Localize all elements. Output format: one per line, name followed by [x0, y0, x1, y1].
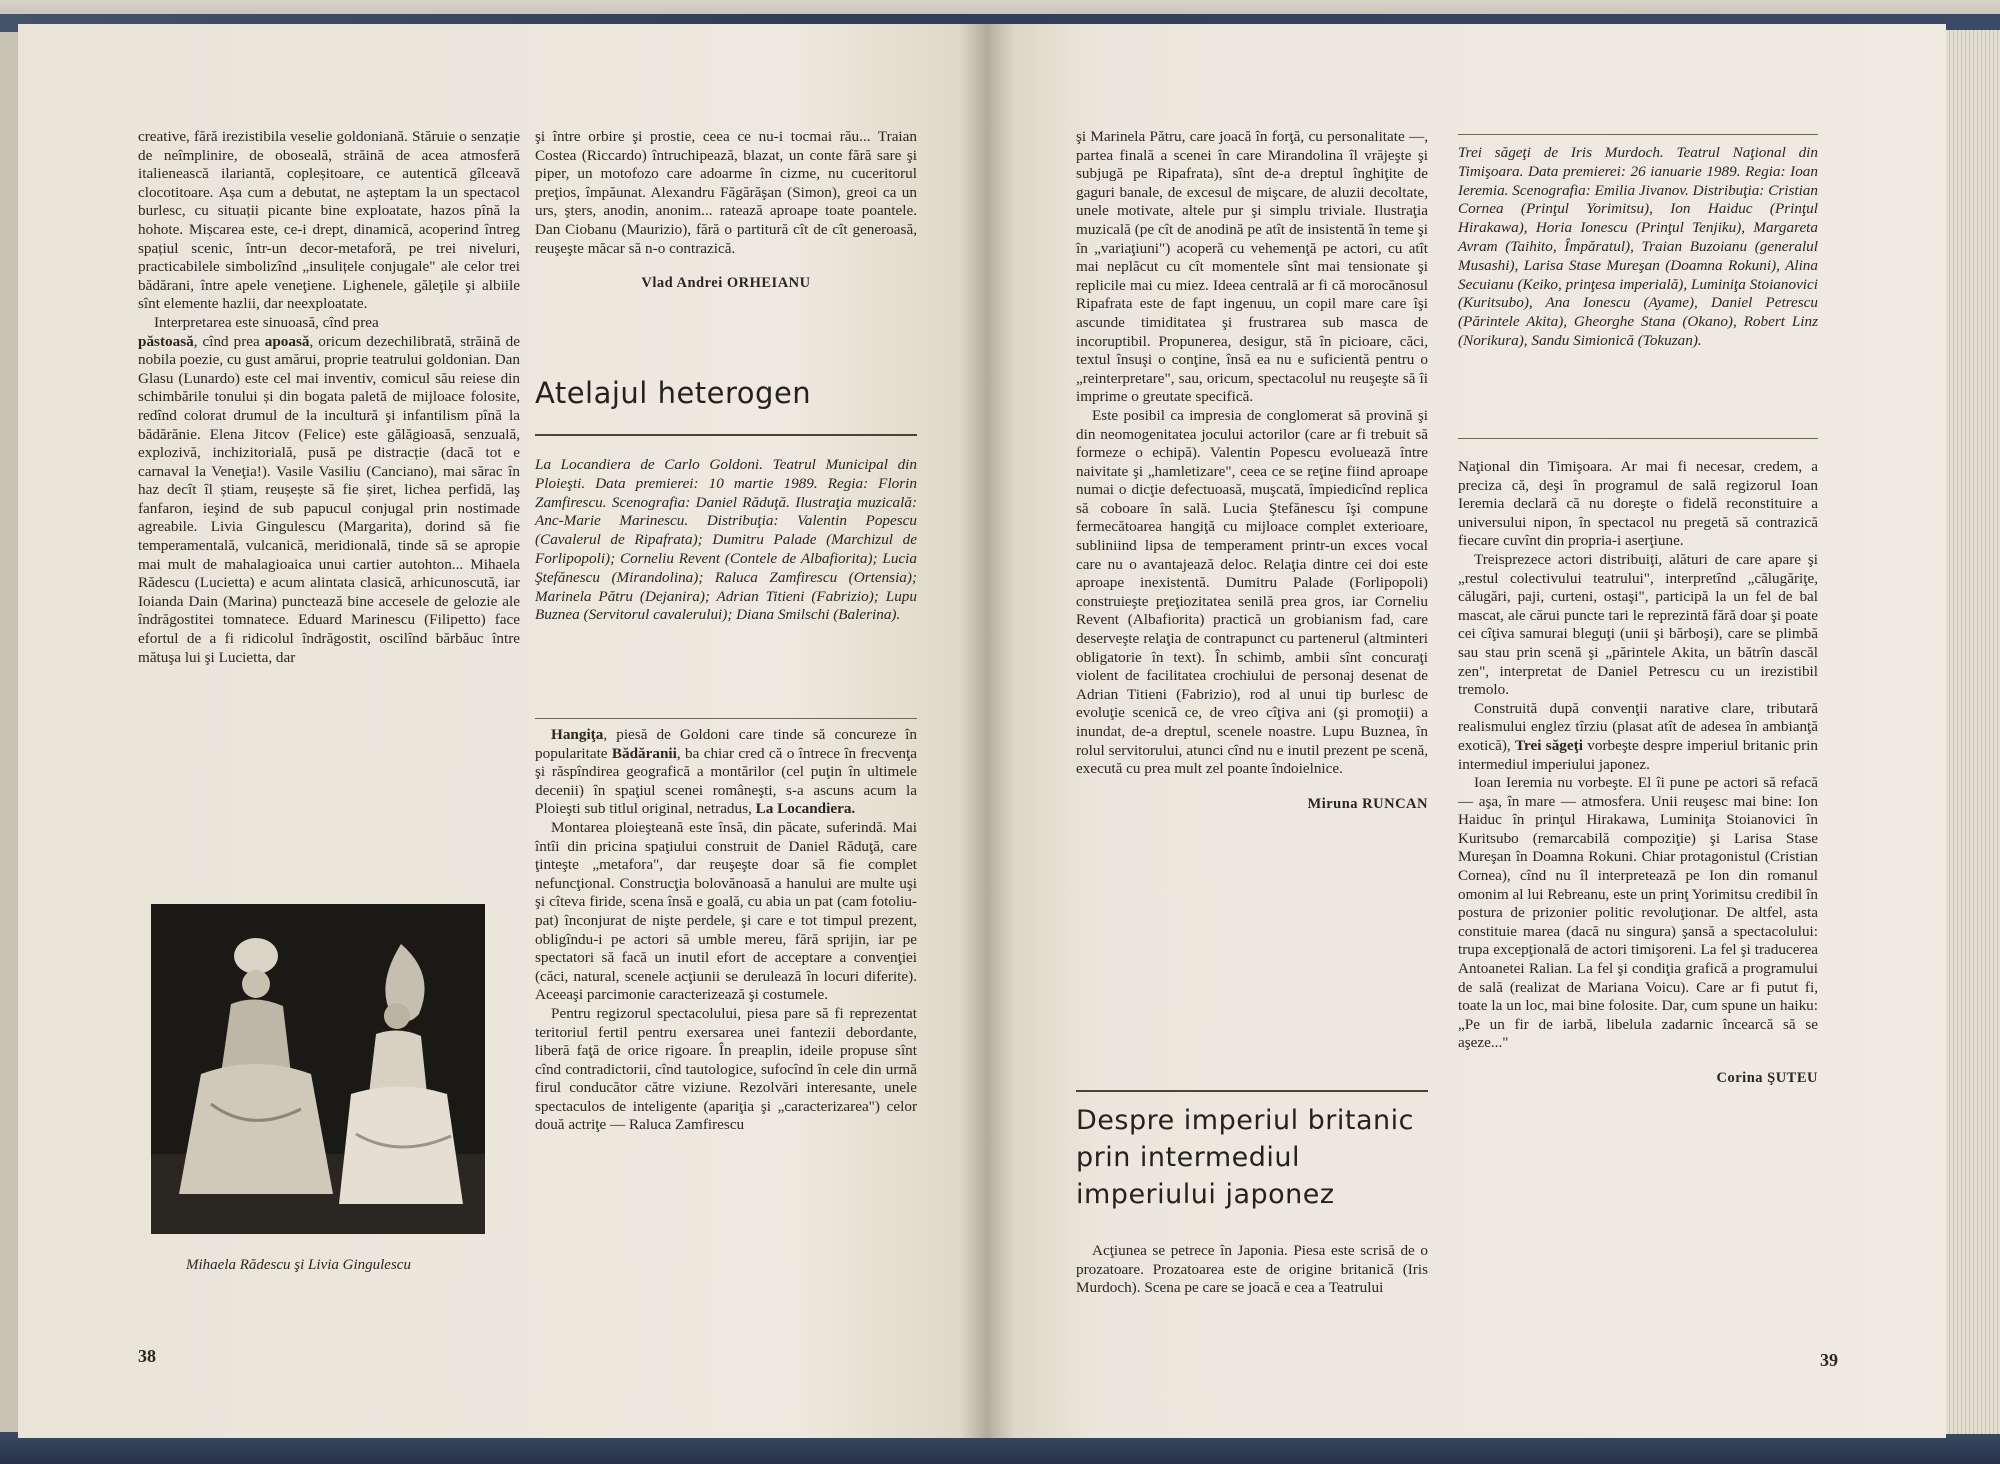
left-col-2 [535, 128, 917, 293]
page-number: 39 [1820, 1350, 1838, 1370]
paragraph: şi Marinela Pătru, care joacă în forţă, cu personalitate —, partea finală a scenei în care Mirandolina îl vrăjeşte şi subjugă pe Ripafrata), sînt de-a dreptul înghiţite de gaguri banale, de excesul de mişcare, de aluzii decoltate, unele motivate, altele pur şi simplu triviale. Ilustraţia muzicală (pe cît de anodină pe atît de insistentă în teme şi în „variaţiuni") acoperă cu vehemenţă pe actori, cu atît mai neplăcut cu cît momentele sînt mai tensionate şi replicile mai cu miez. Ideea centrală ar fi că morocănosul Ripafrata este de fapt ingenuu, un copil mare care îşi ascunde timiditatea şi frustrarea sub masca de incoruptibil. Propunerea, desigur, stă în picioare, căci, textul însuşi o conţine, însă ea nu e suficientă pentru o „reinterpretare", sau, oricum, spectacolul nu reuşeşte să îi imprime o greutate specifică. [1076, 128, 1428, 406]
paragraph: Construită după convenţii narative clare, tributară realismului englez tîrziu (plasat atît de adesea în ambianţă exotică), Trei săgeţi vorbeşte despre imperiul britanic prin intermediul imperiului japonez. [1458, 699, 1818, 773]
page-number: 38 [138, 1346, 156, 1366]
paragraph: creative, fără irezistibila veselie goldoniană. Stăruie o senzație de neîmplinire, de oboseală, străină de acea atmosferă italienească ilariantă, copleșitoare, ce autentică gîlceavă clocotitoare. Așa cum a debutat, ne așteptam la un spectacol burlesc, cu situații picante bine exploatate, hazos pînă la hohote. Mișcarea este, ce-i drept, dinamică, acoperind întreg spațiul scenic, într-un decor-metaforă, pe trei niveluri, practicabilele simbolizînd „insulițele conjugale" ale celor trei bădărani, între apele veneţiene. Lighenele, găleţile şi albiile sînt elemente hazlii, dar neexploatate. [138, 128, 520, 313]
credits-text: Trei săgeţi de Iris Murdoch. Teatrul Naţional din Timişoara. Data premierei: 26 ianuarie 1989. Regia: Ioan Ieremia. Scenografia: Emilia Jivanov. Distribuţia: Cristian Cornea (Prinţul Yorimitsu), Ion Haiduc (Prinţul Hirakawa), Horia Ionescu (Prinţul Tenjiku), Margareta Avram (Taihito, Împăratul), Traian Buzoianu (generalul Musashi), Larisa Stase Mureşan (Doamna Rokuni), Alina Secuianu (Keiko, prinţesa imperială), Luminiţa Stoianovici (Kuritsubo), Ana Ionescu (Ayame), Daniel Petrescu (Părintele Akita), Gheorghe Stana (Okano), Robert Linz (Norikura), Sandu Simionică (Tokuzan). [1458, 144, 1818, 349]
left-page [18, 24, 986, 1438]
paragraph: Treisprezece actori distribuiţi, alături de care apare şi „restul colectivului teatrului", interpretînd „călugăriţe, călugări, paji, curteni, ostaşi", participă la un fel de bal mascat, ale cărui puncte tari le reprezintă fără doar şi poate cei cîţiva samurai bleguţi (unii şi bărboşi), care se plimbă sau stau prin scenă şi „părintele Akita, un bătrîn dascăl zen", interpretat de Daniel Petrescu cu un irezistibil tremolo. [1458, 550, 1818, 699]
book-gutter [960, 24, 1014, 1438]
paragraph: Ioan Ieremia nu vorbeşte. El îi pune pe actori să refacă — aşa, în mare — atmosfera. Unii reuşesc mai bine: Ion Haiduc în prinţul Hirakawa, Luminiţa Stoianovici în Kuritsubo (remarcabilă compoziţie) şi Larisa Stase Mureşan în Doamna Rokuni. Chiar protagonistul (Cristian Cornea), cînd nu îl interpretează pe Ion din romanul omonim al lui Rebreanu, este un prinţ Yorimitsu credibil în postura de prizonier politic revoluţionar. De altfel, asta constituie marea (dacă nu singura) şansă a spectacolului: trupa excepţională de actori timişoreni. La fel şi traducerea Antoanetei Ralian. La fel şi condiţia grafică a programului de sală (realizat de Mariana Voicu). Care ar fi putut fi, toate la un loc, mai bine folosite. Dar, cum spune un haiku: „Pe un fir de iarbă, libelula zadarnic încearcă să se aşeze..." [1458, 774, 1818, 1052]
paragraph: Acţiunea se petrece în Japonia. Piesa este scrisă de o prozatoare. Prozatoarea este de origine britanică (Iris Murdoch). Scena pe care se joacă e cea a Teatrului [1076, 1242, 1428, 1297]
paragraph: Montarea ploieşteană este însă, din păcate, suferindă. Mai întîi din pricina spaţiului construit de Daniel Răduţă, care ţinteşte „metafora", dar reuşeşte doar să fie complet nefuncţional. Construcţia bolovănoasă a hanului are multe uşi şi cîteva firide, scena însă e goală, cu abia un pat (cam fotoliu-pat) înconjurat de nişte perdele, şi care e tot timpul prezent, obligîndu-i pe actori să umble mereu, fără sprijin, iar pe spectatori să facă un inutil efort de acceptare a convenţiei (căci, natural, scenele acţiunii se derulează în locuri diferite). Aceeaşi parcimonie caracterizează şi costumele. [535, 818, 917, 1004]
actresses-image [151, 904, 485, 1234]
paragraph: Este posibil ca impresia de conglomerat să provină şi din neomogenitatea jocului actorilor (care ar fi trebuit să formeze o echipă). Valentin Popescu evoluează între naivitate şi „hamletizare", ceea ce se reţine fiind aproape numai o dicţie defectuoasă, muşcată, împiedicînd replica să coboare în sală. Lucia Ştefănescu îşi compune fermecătoarea hangiţă cu mijloace complet exterioare, subliniind lipsa de temperament printr-un exces vocal care nu o avantajează deloc. Relaţia dintre cei doi este aproape inexistentă. Dumitru Palade (Forlipopoli) construieşte preţiozitatea senilă prea gros, iar Corneliu Revent (Albafiorita) practică un grobianism fad, care deserveşte relaţia de contrapunct cu partenerul (altminteri obligatorie în text). În schimb, ambii sînt concuraţi violent de facilitatea crochiului de personaj desenat de Adrian Titieni (Fabrizio), rod al unui tip burlesc de evoluţie scenică ce, de vreo cîţiva ani (şi promoţii) a inundat, de-a dreptul, scenele noastre. Lupu Buznea, în rolul servitorului, atunci cînd nu e inutil prezent pe scenă, execută cu prea mult zel poante îndoielnice. [1076, 406, 1428, 778]
article-title: Atelajul heterogen [535, 376, 812, 410]
author-signature: Corina ŞUTEU [1716, 1070, 1818, 1086]
photo-caption: Mihaela Rădescu şi Livia Gingulescu [186, 1257, 411, 1273]
production-credits [535, 456, 917, 625]
left-col-2-body [535, 726, 917, 1135]
credits-text: La Locandiera de Carlo Goldoni. Teatrul Municipal din Ploieşti. Data premierei: 10 martie 1989. Regia: Florin Zamfirescu. Scenografia: Daniel Răduţă. Ilustraţia muzicală: Anc-Marie Marinescu. Distribuţia: Valentin Popescu (Cavalerul de Ripafrata); Dumitru Palade (Marchizul de Forlipopoli); Corneliu Revent (Contele de Albafiorita); Lucia Ştefănescu (Mirandolina); Raluca Zamfirescu (Ortensia); Marinela Pătru (Dejanira); Adrian Titieni (Fabrizio); Lupu Buznea (Servitorul cavalerului); Diana Smilschi (Balerina). [535, 456, 917, 624]
credits-rule [535, 718, 917, 719]
production-photo [151, 904, 485, 1234]
right-col-2 [1458, 458, 1818, 1088]
paragraph: Naţional din Timişoara. Ar mai fi necesar, credem, a preciza că, deşi în programul de sală regizorul Ioan Ieremia declară că nu doreşte o fidelă reconstituire a universului nipon, în spectacol nu pregetă să contrazică fiecare cuvînt din propria-i aserţiune. [1458, 458, 1818, 550]
paragraph: Pentru regizorul spectacolului, piesa pare să fi reprezentat teritoriul fertil pentru exersarea unei fantezii debordante, liberă faţă de orice rigoare. În preaplin, ideile propuse sînt cînd contradictorii, cînd tautologice, sufocînd în cele din urmă firul conducător către viziune. Rezolvări interesante, unele spectaculos de inteligente (apariţia şi „caracterizarea") celor două actriţe — Raluca Zamfirescu [535, 1004, 917, 1134]
paragraph: şi între orbire şi prostie, ceea ce nu-i tocmai rău... Traian Costea (Riccardo) întruchipează, blazat, un conte fără sare şi piper, un motofozo care adoarme în cizme, nu cuceritorul preţios, împăunat. Alexandru Făgărăşan (Simon), greoi ca un urs, şters, anodin, anonim... ratează aproape toate poantele. Dan Ciobanu (Maurizio), fără o partitură cît de cît generoasă, reuşeşte măcar să n-o contrazică. [535, 128, 917, 257]
production-credits-2 [1458, 144, 1818, 351]
paragraph: Interpretarea este sinuoasă, cînd prea păstoasă, cînd prea apoasă, oricum dezechilibrată, străină de nobila poezie, cu gust amărui, proprie teatrului goldonian. Dan Glasu (Lunardo) este cel mai inventiv, comicul său reiese din schimbările tonului și din bogata paletă de mijloace folosite, redînd colorat drumul de la incultură şi infantilism pînă la bădărănie. Elena Jitcov (Felice) este gălăgioasă, senzuală, explozivă, inchizitorială, pusă pe distracție (dacă tot e carnaval la Veneţia!). Vasile Vasiliu (Canciano), mai sărac în haz decît îl știam, reușește să fie șiret, lichea perfidă, laş fanfaron, ieşind de sub papucul conjugal prin nostimade agreabile. Livia Gingulescu (Margarita), dorind să fie temperamentală, vulcanică, meridională, tinde să se apropie mai mult de mahalagioaica unui cartier autohton... Mihaela Rădescu (Lucietta) e acum alintata clasică, arhicunoscută, iar Ioianda Dain (Marina) punctează bine accesele de gelozie ale îndrăgostitei tomnatece. Eduard Marinescu (Filipetto) face efortul de a fi ridicolul îndrăgostit, oscilînd bărbăuc între mătuşa lui şi Lucietta, dar [138, 313, 520, 666]
credits-rule-bottom [1458, 438, 1818, 439]
left-col-1 [138, 128, 520, 667]
title-rule [535, 434, 917, 436]
title-line: Despre imperiul britanic [1076, 1105, 1414, 1136]
author-signature: Miruna RUNCAN [1307, 795, 1428, 812]
paragraph: Hangiţa, piesă de Goldoni care tinde să concureze în popularitate Bădăranii, ba chiar cred că o întrece în frecvenţa şi răspîndirea geografică a montărilor (cel puţin în ultimele decenii) în spaţiul scenei româneşti, s-a ascuns acum la Ploieşti sub titlul original, netradus, La Locandiera. [535, 726, 917, 818]
right-col-1-tail [1076, 1242, 1428, 1298]
right-page [986, 24, 1946, 1438]
credits-rule-top [1458, 134, 1818, 135]
article-title-2 [1076, 1102, 1436, 1213]
author-signature: Vlad Andrei ORHEIANU [641, 275, 811, 292]
title-rule-top [1076, 1090, 1428, 1092]
title-line: prin intermediul [1076, 1142, 1301, 1173]
page-stack-edge [1946, 30, 2000, 1434]
right-col-1 [1076, 128, 1428, 813]
title-line: imperiului japonez [1076, 1179, 1335, 1210]
